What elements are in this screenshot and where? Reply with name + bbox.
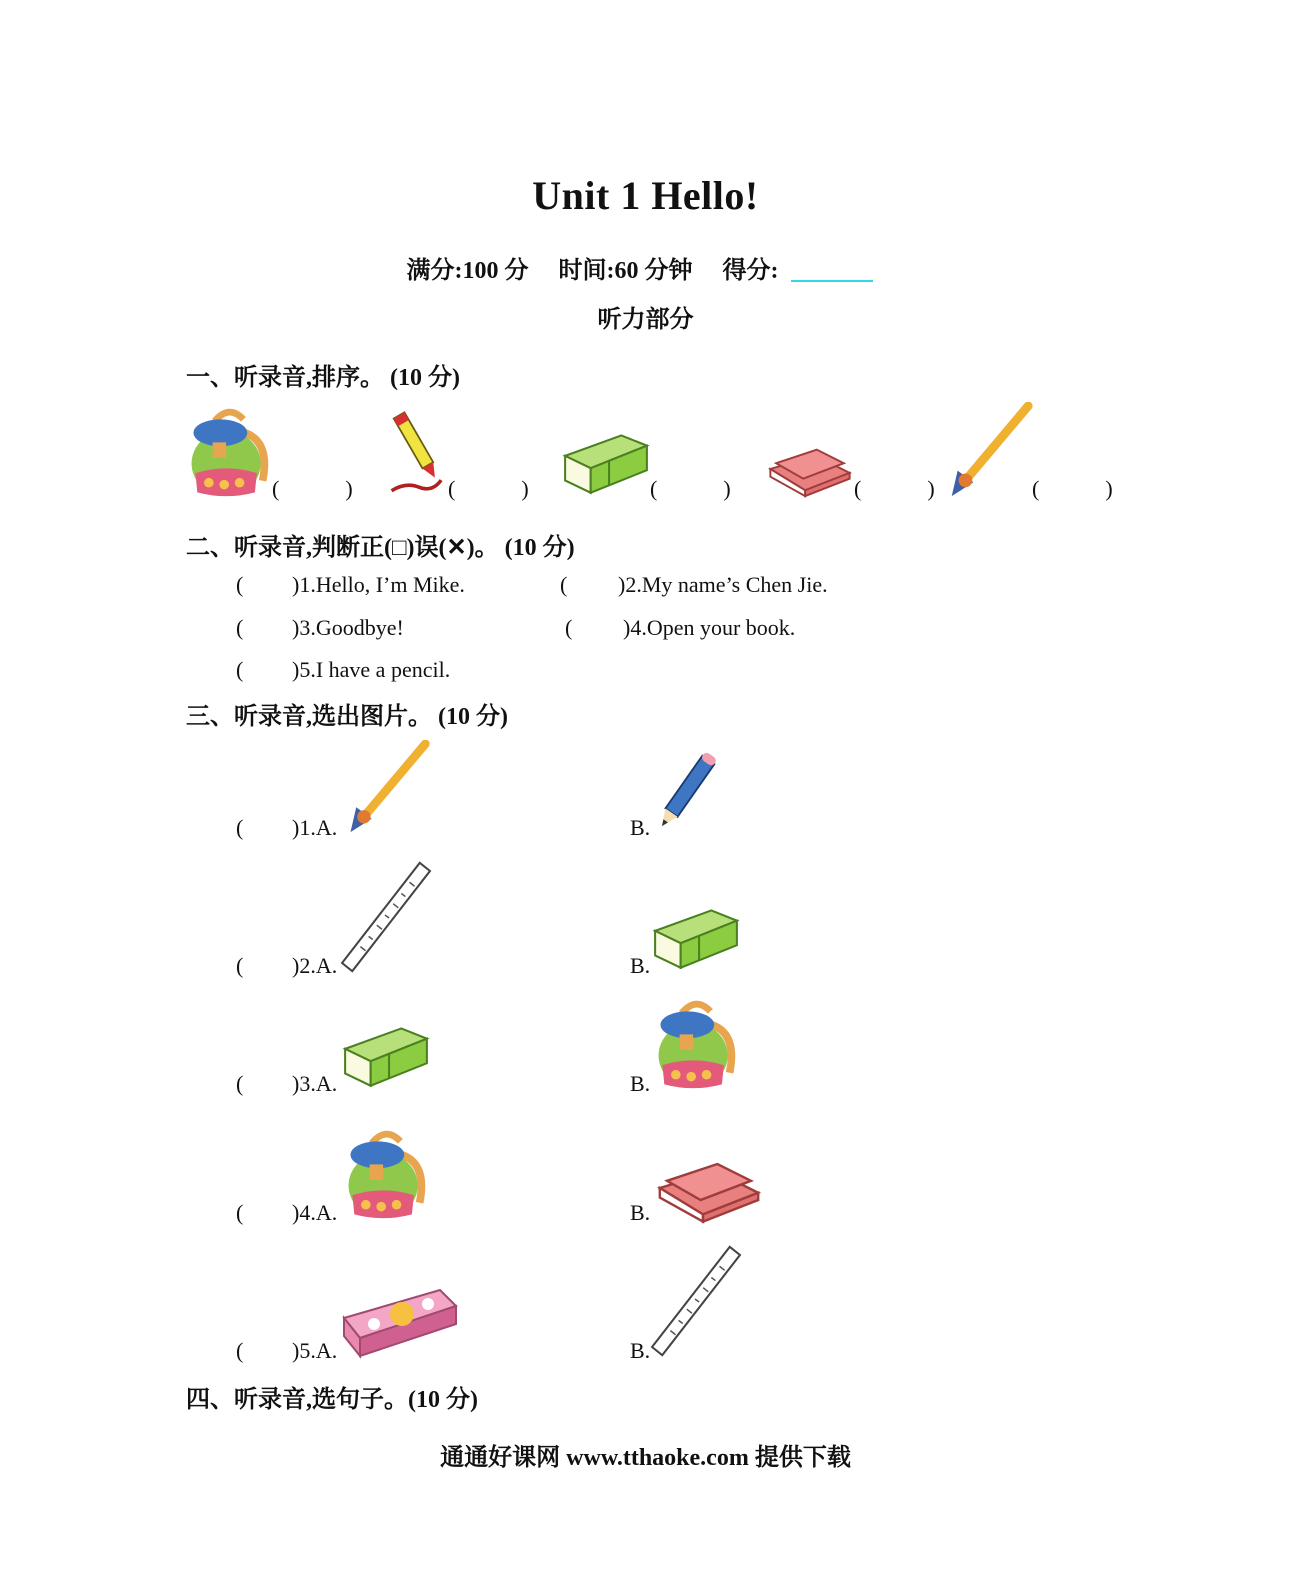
section2-item-4: )4.Open your book. xyxy=(623,615,796,640)
book-icon xyxy=(765,440,855,498)
pencil-icon xyxy=(650,746,724,838)
ruler-icon xyxy=(340,860,432,974)
section3-option-5a[interactable]: )5.A. xyxy=(292,1338,338,1363)
pen-icon xyxy=(340,740,432,836)
section1-heading: 一、听录音,排序。 (10 分) xyxy=(186,365,460,391)
section3-paren-1[interactable]: ( xyxy=(236,815,244,840)
section3-paren-2[interactable]: ( xyxy=(236,953,244,978)
section3-option-3b[interactable]: B. xyxy=(630,1071,651,1096)
section3-paren-3[interactable]: ( xyxy=(236,1071,244,1096)
section3-option-4a[interactable]: )4.A. xyxy=(292,1200,338,1225)
score-field: 得分: xyxy=(723,258,885,284)
section1-answer-5[interactable]: ( ) xyxy=(1032,476,1113,501)
page-title: Unit 1 Hello! xyxy=(532,173,759,218)
section2-paren-3[interactable]: ( xyxy=(236,615,244,640)
book-icon xyxy=(650,1152,768,1224)
section3-option-5b[interactable]: B. xyxy=(630,1338,651,1363)
section3-option-1a[interactable]: )1.A. xyxy=(292,815,338,840)
section1-answer-1[interactable]: ( ) xyxy=(272,476,353,501)
section2-item-5: )5.I have a pencil. xyxy=(292,657,451,682)
section3-paren-4[interactable]: ( xyxy=(236,1200,244,1225)
bag-icon xyxy=(650,996,742,1092)
section2-item-3: )3.Goodbye! xyxy=(292,615,404,640)
eraser-icon xyxy=(340,1018,432,1090)
full-score: 满分:100 分 xyxy=(406,258,529,284)
ruler-icon xyxy=(650,1244,742,1358)
section1-answer-3[interactable]: ( ) xyxy=(650,476,731,501)
section3-option-2b[interactable]: B. xyxy=(630,953,651,978)
section2-item-2: )2.My name’s Chen Jie. xyxy=(618,572,828,597)
part-title: 听力部分 xyxy=(597,307,694,333)
footer-text: 通通好课网 www.tthaoke.com 提供下载 xyxy=(440,1445,851,1471)
pen-icon xyxy=(942,402,1034,500)
section3-option-4b[interactable]: B. xyxy=(630,1200,651,1225)
section2-paren-4[interactable]: ( xyxy=(565,615,573,640)
section3-option-1b[interactable]: B. xyxy=(630,815,651,840)
section1-answer-4[interactable]: ( ) xyxy=(854,476,935,501)
section3-paren-5[interactable]: ( xyxy=(236,1338,244,1363)
score-blank[interactable] xyxy=(791,258,873,282)
section4-heading: 四、听录音,选句子。(10 分) xyxy=(186,1387,478,1413)
section1-answer-2[interactable]: ( ) xyxy=(448,476,529,501)
section2-paren-2[interactable]: ( xyxy=(560,572,568,597)
section3-option-3a[interactable]: )3.A. xyxy=(292,1071,338,1096)
section2-item-1: )1.Hello, I’m Mike. xyxy=(292,572,465,597)
section2-paren-5[interactable]: ( xyxy=(236,657,244,682)
pencil-box-icon xyxy=(340,1284,460,1364)
section2-heading: 二、听录音,判断正(□)误(✕)。 (10 分) xyxy=(186,535,575,561)
section3-heading: 三、听录音,选出图片。 (10 分) xyxy=(186,704,508,730)
bag-icon xyxy=(340,1126,432,1222)
crayon-icon xyxy=(388,402,450,498)
section2-paren-1[interactable]: ( xyxy=(236,572,244,597)
eraser-icon xyxy=(650,900,742,972)
bag-icon xyxy=(184,404,274,500)
eraser-icon xyxy=(560,425,652,497)
time-limit: 时间:60 分钟 xyxy=(558,258,693,284)
section3-option-2a[interactable]: )2.A. xyxy=(292,953,338,978)
score-info xyxy=(0,250,1291,285)
